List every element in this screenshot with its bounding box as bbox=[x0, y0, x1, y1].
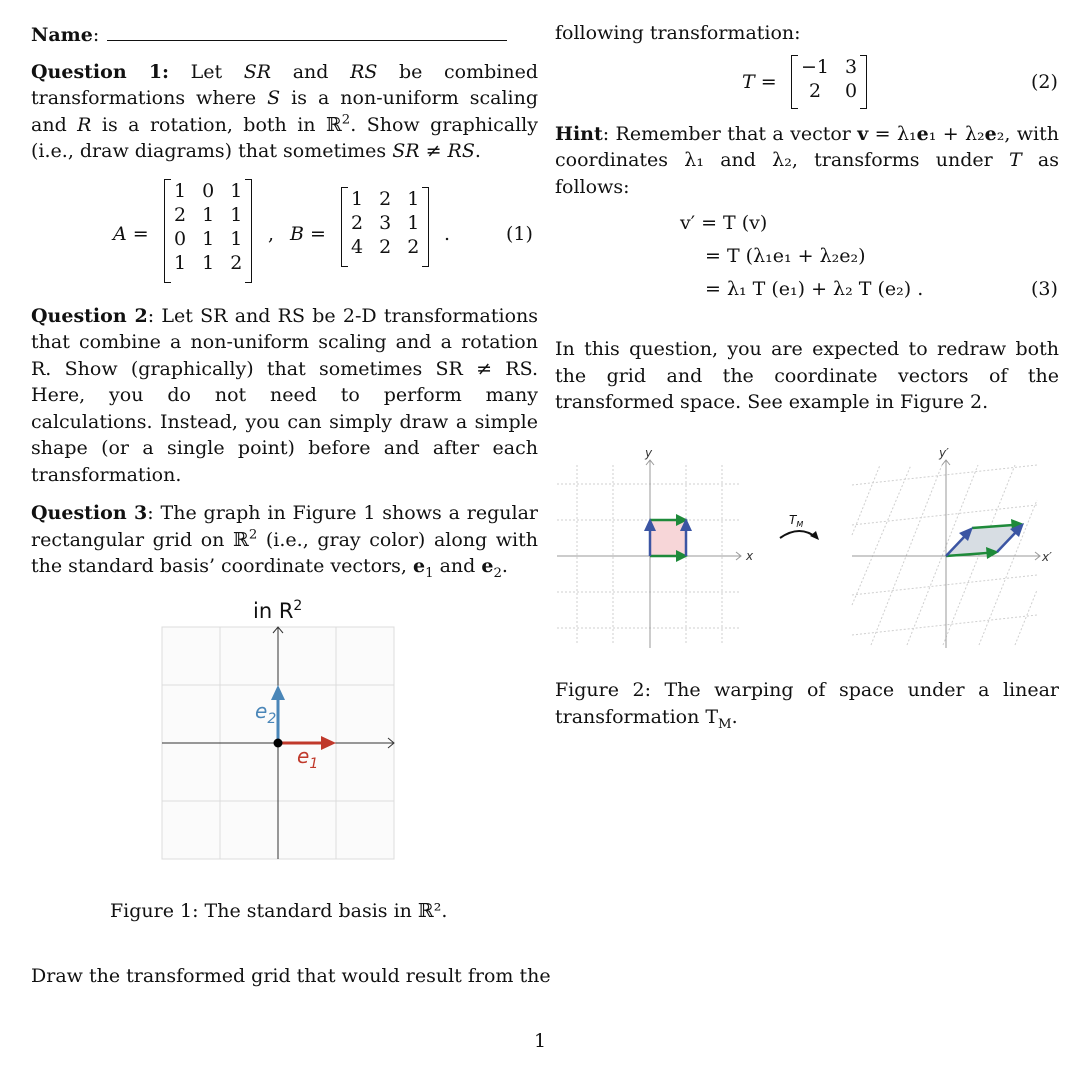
matrix-B-label: B = bbox=[290, 222, 326, 245]
matrix-B-cell: 3 bbox=[379, 211, 392, 234]
name-label: Name bbox=[31, 24, 93, 46]
e2-label: $e_2$ bbox=[255, 699, 277, 727]
matrix-B-row bbox=[343, 211, 427, 235]
q2-text: : Let SR and RS be 2-D transformations that combine a non-uniform scaling and a rotation R. Show (graphically) that sometimes SR ≠ RS. Here, you do not need to perform many calculations. Instead, you can simply draw a simple shape (or a single point) before and after each transformation. bbox=[31, 304, 538, 486]
matrix-A-row bbox=[166, 179, 250, 203]
matrix-A-cell: 1 bbox=[230, 203, 243, 226]
eq3-line-3: = λ₁ T (e₁) + λ₂ T (e₂) . bbox=[705, 278, 924, 300]
continued-text: following transformation: bbox=[555, 22, 801, 44]
matrix-B-cell: 2 bbox=[407, 235, 420, 258]
matrix-B-cell: 2 bbox=[379, 187, 392, 210]
matrix-T-cell: 3 bbox=[845, 55, 858, 78]
matrix-B-row bbox=[343, 235, 427, 259]
origin-point bbox=[274, 739, 283, 748]
matrix-T-row bbox=[793, 79, 865, 103]
matrix-B-cell: 1 bbox=[407, 187, 420, 210]
equation-1: A = 1 0 1 2 1 1 0 1 1 1 1 2 , B = 1 2 1 2 3 1 4 2 2 . (1) bbox=[31, 177, 538, 295]
matrix-A-cell: 0 bbox=[202, 179, 215, 202]
matrix-A-cell: 0 bbox=[174, 227, 187, 250]
eq1-number: (1) bbox=[506, 222, 533, 245]
equation-3 bbox=[555, 200, 1059, 312]
matrix-B-cell: 2 bbox=[351, 211, 364, 234]
matrix-T-cell: 0 bbox=[845, 79, 858, 102]
fig2-yprime-label: y′ bbox=[939, 446, 949, 460]
fig2-transform-arrow bbox=[780, 531, 817, 538]
eq2-number: (2) bbox=[1031, 70, 1058, 93]
matrix-T-cell: 2 bbox=[808, 79, 822, 102]
matrix-B bbox=[341, 187, 427, 259]
eq3-line-1: v′ = T (v) bbox=[680, 212, 768, 234]
matrix-B-cell: 4 bbox=[351, 235, 364, 258]
q1-heading: Question 1: bbox=[31, 60, 170, 83]
fig2-y-label: y bbox=[645, 446, 653, 460]
matrix-A bbox=[164, 179, 250, 275]
matrix-T-cell: −1 bbox=[801, 55, 830, 78]
matrix-B-table bbox=[343, 187, 427, 259]
eq3-line-2: = T (λ₁e₁ + λ₂e₂) bbox=[705, 245, 866, 267]
matrix-A-cell: 1 bbox=[230, 227, 243, 250]
fig2-right-grid bbox=[852, 465, 1037, 645]
matrix-B-cell: 1 bbox=[407, 211, 420, 234]
q3-heading: Question 3 bbox=[31, 502, 148, 524]
instruction-paragraph: In this question, you are expected to redraw both the grid and the coordinate vectors of the transformed space. See example in Figure 2. bbox=[555, 338, 1059, 413]
matrix-A-cell: 1 bbox=[230, 179, 243, 202]
draw-transformed-text: Draw the transformed grid that would result from the bbox=[31, 965, 551, 987]
q2-heading: Question 2 bbox=[31, 304, 148, 327]
left-column bbox=[31, 20, 538, 592]
fig2-transform-arrowhead bbox=[810, 531, 819, 540]
matrix-A-label: A = bbox=[113, 222, 149, 245]
hint-heading: Hint bbox=[555, 122, 603, 145]
figure-1-caption: Figure 1: The standard basis in ℝ². bbox=[110, 900, 448, 922]
matrix-T-label: T = bbox=[742, 70, 777, 93]
fig2-xprime-label: x′ bbox=[1042, 550, 1052, 564]
right-column bbox=[555, 20, 1059, 416]
figure-2-caption: Figure 2: The warping of space under a linear transformation $T_M$. bbox=[555, 679, 1059, 732]
hint-paragraph: Hint: Remember that a vector v = λ₁e₁ + λ₂e₂, with coordinates λ₁ and λ₂, transforms under T as follows: bbox=[555, 122, 1059, 198]
figure-2-linear-transformation bbox=[555, 440, 1059, 655]
fig2-x-label: x bbox=[746, 549, 754, 563]
matrix-T bbox=[791, 55, 865, 103]
matrix-T-row bbox=[793, 55, 865, 79]
matrix-A-cell: 1 bbox=[202, 251, 215, 274]
matrix-A-row bbox=[166, 203, 250, 227]
fig2-unit-square bbox=[650, 520, 686, 556]
matrix-A-row bbox=[166, 251, 250, 275]
matrix-B-row bbox=[343, 187, 427, 211]
matrix-B-cell: 2 bbox=[379, 235, 392, 258]
name-row: Name: bbox=[31, 20, 538, 49]
matrix-A-cell: 2 bbox=[174, 203, 187, 226]
matrix-B-cell: 1 bbox=[351, 187, 364, 210]
fig1-title: in $R^2$ bbox=[253, 598, 303, 623]
figure-1-standard-basis bbox=[158, 595, 402, 865]
e1-label: $e_1$ bbox=[297, 744, 319, 772]
matrix-A-cell: 1 bbox=[202, 227, 215, 250]
fig2-transform-label: $T_M$ bbox=[789, 513, 804, 529]
page-number: 1 bbox=[533, 1030, 547, 1052]
matrix-A-cell: 1 bbox=[174, 179, 187, 202]
matrix-A-table bbox=[166, 179, 250, 275]
equation-2 bbox=[555, 49, 1059, 115]
question-3: Question 3: The graph in Figure 1 shows a regular rectangular grid on ℝ$^2$ (i.e., gray color) along with the standard basis’ coordinate vectors, $e_1$ and $e_2$. bbox=[31, 502, 538, 581]
matrix-A-cell: 2 bbox=[230, 251, 243, 274]
matrix-A-cell: 1 bbox=[174, 251, 187, 274]
matrix-A-row bbox=[166, 227, 250, 251]
name-blank-line bbox=[107, 20, 507, 41]
eq3-number: (3) bbox=[1031, 278, 1058, 300]
matrix-A-cell: 1 bbox=[202, 203, 215, 226]
question-2 bbox=[31, 303, 538, 489]
matrix-T-table bbox=[793, 55, 865, 103]
question-1: Question 1: Let SR and RS be combined transformations where S is a non-uniform scaling and R is a rotation, both in ℝ$^2$. Show graphically (i.e., draw diagrams) that sometimes SR ≠ RS. bbox=[31, 60, 538, 162]
